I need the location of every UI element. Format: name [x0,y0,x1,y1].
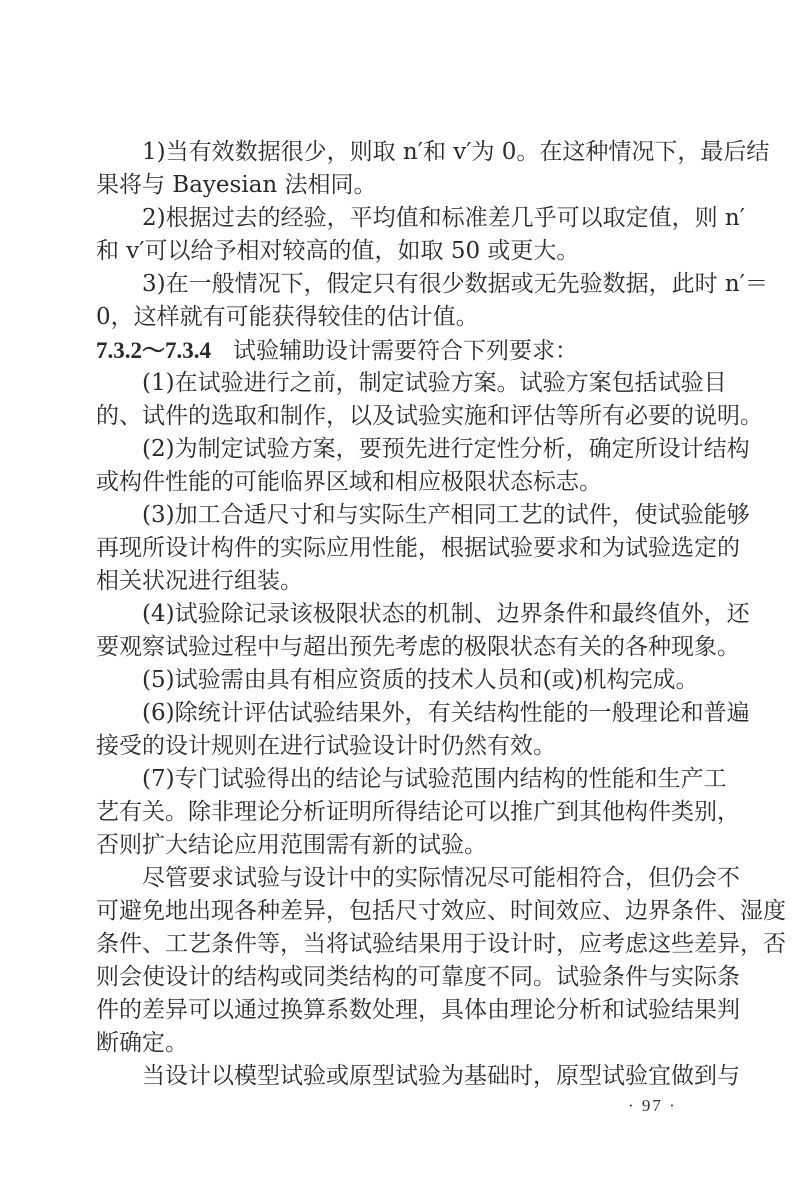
line-text: 当设计以模型试验或原型试验为基础时，原型试验宜做到与 [142,1063,740,1089]
text-line [96,796,740,829]
paragraph [96,862,786,1060]
line-text: (5)试验需由具有相应资质的技术人员和(或)机构完成。 [142,667,699,693]
page-body [96,136,786,1093]
text-line [96,565,706,598]
text-line [96,994,740,1027]
line-text: (7)专门试验得出的结论与试验范围内结构的性能和生产工 [142,766,727,792]
line-text: 果将与 Bayesian 法相同。 [96,172,377,198]
text-line [96,631,740,664]
line-text: 1)当有效数据很少，则取 n′和 v′为 0。在这种情况下，最后结 [142,139,770,165]
line-text: 可避免地出现各种差异，包括尺寸效应、时间效应、边界条件、湿度 [96,898,786,924]
text-line [96,367,727,400]
line-text: 艺有关。除非理论分析证明所得结论可以推广到其他构件类别， [96,799,740,825]
text-line [96,268,768,301]
line-text: 试验辅助设计需要符合下列要求： [233,338,578,364]
text-line [96,961,740,994]
line-text: 和 v′可以给予相对较高的值，如取 50 或更大。 [96,238,580,264]
section-number: 7.3.2～7.3.4 [96,338,211,363]
section-heading [96,334,706,367]
line-text: 否则扩大结论应用范围需有新的试验。 [96,832,487,858]
text-line [96,532,740,565]
text-line [96,598,750,631]
line-text: 接受的设计规则在进行试验设计时仍然有效。 [96,733,556,759]
line-text: (3)加工合适尺寸和与实际生产相同工艺的试件，使试验能够 [142,502,750,528]
paragraph [96,763,740,862]
text-line [96,763,727,796]
line-text: 3)在一般情况下，假定只有很少数据或无先验数据，此时 n′＝ [142,271,768,297]
paragraph [96,1060,740,1093]
text-line [96,400,763,433]
line-text: (4)试验除记录该极限状态的机制、边界条件和最终值外，还 [142,601,750,627]
line-text: 则会使设计的结构或同类结构的可靠度不同。试验条件与实际条 [96,964,740,990]
text-line [96,928,786,961]
text-line [96,235,706,268]
line-text: 断确定。 [96,1030,188,1056]
text-line [96,664,706,697]
line-text: 相关状况进行组装。 [96,568,303,594]
page-number: · 97 · [628,1096,677,1115]
text-line [96,301,706,334]
line-text: 0，这样就有可能获得较佳的估计值。 [96,304,479,330]
paragraph [96,268,768,334]
text-line [96,334,706,367]
text-line [96,202,745,235]
text-line [96,433,750,466]
line-text: 条件、工艺条件等，当将试验结果用于设计时，应考虑这些差异，否 [96,931,786,957]
line-text: (1)在试验进行之前，制定试验方案。试验方案包括试验目 [142,370,727,396]
text-line [96,1027,706,1060]
paragraph [96,664,706,697]
text-line [96,1060,740,1093]
paragraph [96,202,745,268]
text-line [96,862,740,895]
text-line [96,697,750,730]
text-line [96,730,706,763]
paragraph [96,598,750,664]
line-text: 的、试件的选取和制作，以及试验实施和评估等所有必要的说明。 [96,403,763,429]
text-line [96,499,750,532]
line-text: 要观察试验过程中与超出预先考虑的极限状态有关的各种现象。 [96,634,740,660]
text-line [96,466,706,499]
line-text: (2)为制定试验方案，要预先进行定性分析，确定所设计结构 [142,436,750,462]
line-text: 再现所设计构件的实际应用性能，根据试验要求和为试验选定的 [96,535,740,561]
text-line [96,169,706,202]
paragraph [96,433,750,499]
paragraph [96,697,750,763]
paragraph [96,136,770,202]
text-line [96,895,786,928]
line-text: 尽管要求试验与设计中的实际情况尽可能相符合，但仍会不 [142,865,740,891]
text-line [96,136,770,169]
line-text: 2)根据过去的经验，平均值和标准差几乎可以取定值，则 n′ [142,205,745,231]
paragraph [96,499,750,598]
line-text: 件的差异可以通过换算系数处理，具体由理论分析和试验结果判 [96,997,740,1023]
paragraph [96,367,763,433]
line-text: (6)除统计评估试验结果外，有关结构性能的一般理论和普遍 [142,700,750,726]
line-text: 或构件性能的可能临界区域和相应极限状态标志。 [96,469,602,495]
text-line [96,829,706,862]
